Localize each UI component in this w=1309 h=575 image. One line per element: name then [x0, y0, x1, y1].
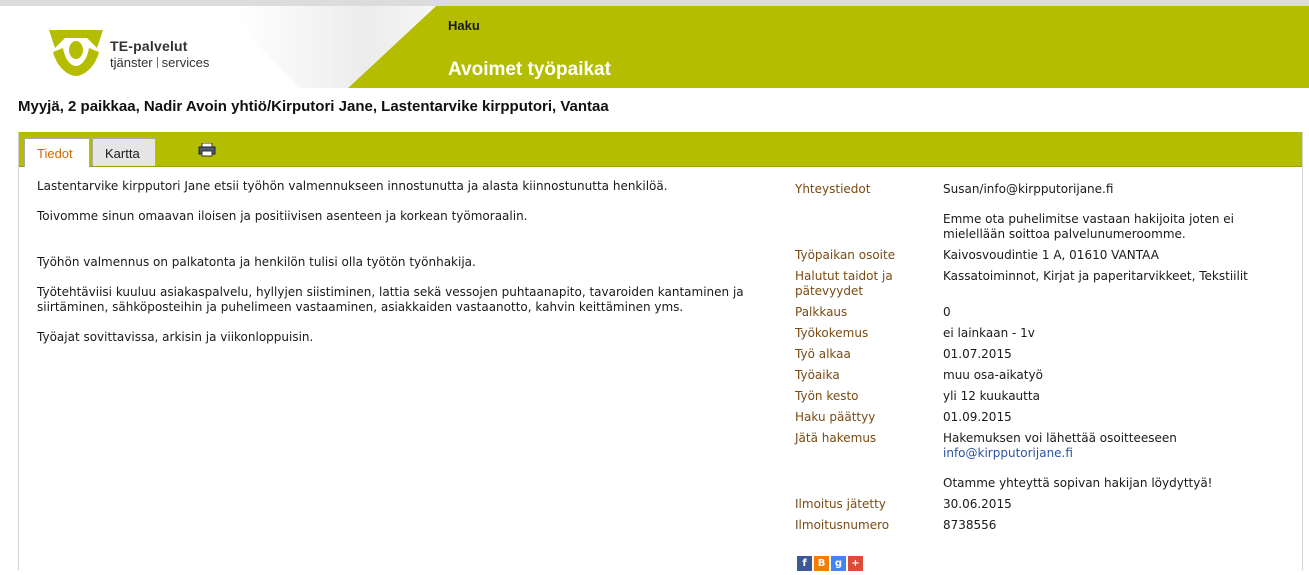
description-paragraph: Lastentarvike kirpputori Jane etsii työhön valmennukseen innostunutta ja alasta kiinnostunutta henkilöä. — [37, 179, 668, 193]
value-yhteystiedot: Susan/info@kirpputorijane.fi — [943, 182, 1114, 196]
value-palkkaus: 0 — [943, 305, 951, 319]
google-icon[interactable]: g — [831, 556, 846, 571]
te-logo-icon[interactable] — [47, 28, 105, 78]
label-yhteystiedot: Yhteystiedot — [795, 182, 871, 196]
value-halutut-taidot: Kassatoiminnot, Kirjat ja paperitarvikkeet, Tekstiilit — [943, 269, 1248, 283]
site-header — [0, 6, 1309, 88]
tab-tiedot[interactable]: Tiedot — [24, 138, 90, 167]
tab-bar — [19, 132, 1302, 167]
google-plus-icon[interactable]: + — [848, 556, 863, 571]
description-paragraph: Toivomme sinun omaavan iloisen ja positiivisen asenteen ja korkean työmoraalin. — [37, 209, 528, 223]
tab-kartta[interactable]: Kartta — [92, 138, 156, 166]
value-ilmoitus-jatetty: 30.06.2015 — [943, 497, 1012, 511]
printer-icon[interactable] — [198, 143, 216, 157]
value-haku-paattyy: 01.09.2015 — [943, 410, 1012, 424]
value-tyokokemus: ei lainkaan - 1v — [943, 326, 1035, 340]
logo-subtitle — [110, 55, 209, 70]
label-ilmoitusnumero: Ilmoitusnumero — [795, 518, 890, 532]
page-heading: Avoimet työpaikat — [448, 59, 611, 80]
nav-link-haku[interactable]: Haku — [448, 18, 480, 33]
description-paragraph: Työhön valmennus on palkatonta ja henkilön tulisi olla työtön työnhakija. — [37, 255, 476, 269]
value-tyo-alkaa: 01.07.2015 — [943, 347, 1012, 361]
apply-email-link[interactable]: info@kirpputorijane.fi — [943, 446, 1073, 460]
logo-sub-left: tjänster — [110, 55, 153, 70]
label-tyoaika: Työaika — [795, 368, 840, 382]
value-ilmoitusnumero: 8738556 — [943, 518, 997, 532]
label-tyon-kesto: Työn kesto — [795, 389, 859, 403]
facebook-icon[interactable]: f — [797, 556, 812, 571]
label-haku-paattyy: Haku päättyy — [795, 410, 876, 424]
label-palkkaus: Palkkaus — [795, 305, 848, 319]
label-tyo-alkaa: Työ alkaa — [795, 347, 851, 361]
value-jata-hakemus: Hakemuksen voi lähettää osoitteeseen — [943, 431, 1177, 445]
logo-title: TE-palvelut — [110, 38, 188, 54]
logo-wordmark[interactable] — [110, 38, 209, 70]
blogger-icon[interactable]: B — [814, 556, 829, 571]
logo-sub-right: services — [161, 55, 210, 70]
logo-separator — [157, 57, 158, 68]
job-title: Myyjä, 2 paikkaa, Nadir Avoin yhtiö/Kirputori Jane, Lastentarvike kirpputori, Vantaa — [18, 98, 609, 115]
value-tyopaikan-osoite: Kaivosvoudintie 1 A, 01610 VANTAA — [943, 248, 1159, 262]
label-tyokokemus: Työkokemus — [795, 326, 869, 340]
label-jata-hakemus: Jätä hakemus — [795, 431, 877, 445]
social-share-bar — [797, 556, 865, 570]
value-tyon-kesto: yli 12 kuukautta — [943, 389, 1040, 403]
value-apply-note: Otamme yhteyttä sopivan hakijan löydyttyä! — [943, 476, 1213, 490]
label-ilmoitus-jatetty: Ilmoitus jätetty — [795, 497, 886, 511]
value-contact-note: Emme ota puhelimitse vastaan hakijoita joten ei mielellään soittoa palvelunumeroomme. — [943, 212, 1234, 241]
label-tyopaikan-osoite: Työpaikan osoite — [795, 248, 896, 262]
label-halutut-taidot: Halutut taidot ja pätevyydet — [795, 269, 893, 298]
description-paragraph: Työajat sovittavissa, arkisin ja viikonloppuisin. — [37, 330, 314, 344]
apply-email-container — [943, 446, 1283, 461]
description-paragraph: Työtehtäviisi kuuluu asiakaspalvelu, hyllyjen siistiminen, lattia sekä vessojen puhtaanapito, tavaroiden kantaminen ja siirtäminen, sähköposteihin ja puhelimeen vastaaminen, asiakkaiden vastaanotto, kahvin keittäminen yms. — [37, 285, 744, 314]
value-tyoaika: muu osa-aikatyö — [943, 368, 1043, 382]
